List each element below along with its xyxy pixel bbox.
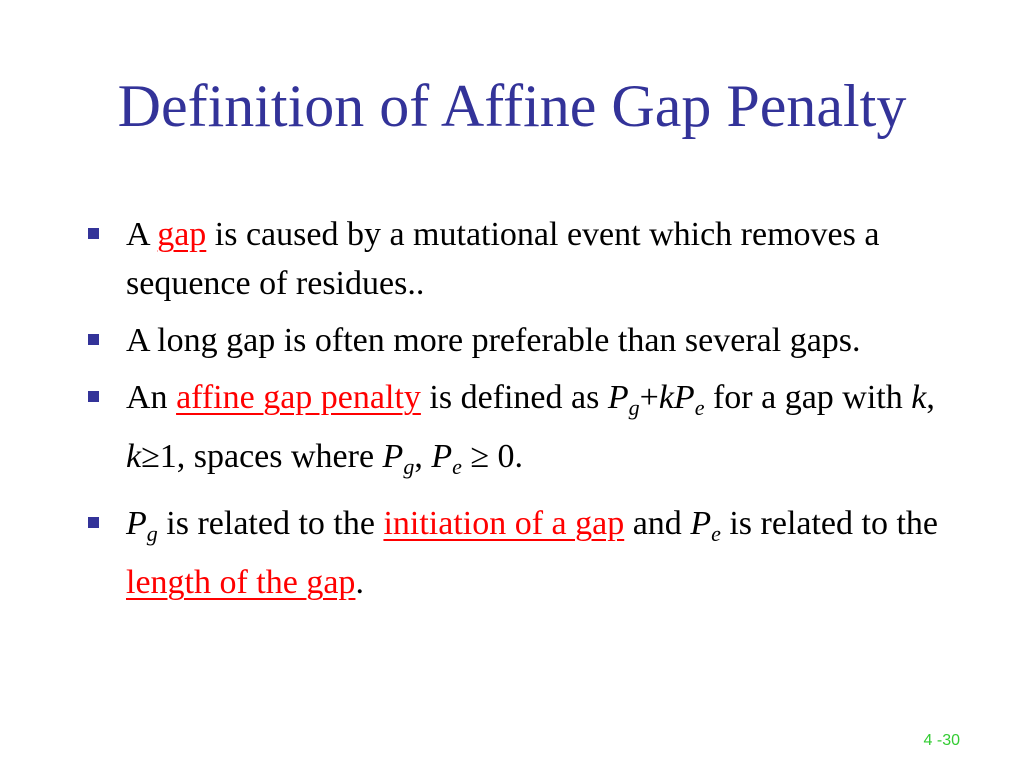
math-k: k [911, 379, 927, 416]
math-sub-e: e [694, 395, 705, 420]
square-bullet-icon [88, 391, 99, 402]
square-bullet-icon [88, 334, 99, 345]
math-p: P [431, 438, 453, 475]
text: . [355, 564, 364, 601]
text: ≥ 0. [461, 438, 524, 475]
text: is caused by a mutational event which removes a sequence of residues.. [126, 216, 880, 302]
highlight-gap: gap [157, 216, 207, 253]
text: A long gap is often more preferable than several gaps. [126, 322, 861, 359]
square-bullet-icon [88, 517, 99, 528]
bullet-item-pg-pe-meaning [88, 499, 988, 607]
bullet-item-gap-cause [88, 210, 988, 308]
text: , [926, 379, 935, 416]
text: for a gap with [704, 379, 912, 416]
math-p: P [126, 505, 147, 542]
highlight-affine-gap-penalty: affine gap penalty [176, 379, 421, 416]
math-sub-g: g [146, 521, 158, 546]
text: , [414, 438, 432, 475]
math-sub-e: e [711, 521, 721, 546]
bullet-item-affine-definition [88, 373, 988, 491]
text: is related to the [157, 505, 384, 542]
text: An [126, 379, 177, 416]
math-plus: + [639, 379, 659, 416]
page-number: 4 -30 [923, 732, 960, 749]
highlight-length-of-gap: length of the gap [126, 564, 356, 601]
text: A [126, 216, 158, 253]
bullet-list [88, 210, 988, 615]
text: is defined as [420, 379, 608, 416]
text: and [624, 505, 691, 542]
math-sub-g: g [403, 454, 415, 479]
math-p: P [607, 379, 629, 416]
math-k: k [658, 379, 674, 416]
slide-title: Definition of Affine Gap Penalty [117, 73, 907, 139]
math-sub-e: e [452, 454, 462, 479]
highlight-initiation-of-gap: initiation of a gap [383, 505, 625, 542]
math-sub-g: g [628, 395, 640, 420]
math-k: k [126, 438, 142, 475]
text: ≥1, spaces where [141, 438, 383, 475]
square-bullet-icon [88, 228, 99, 239]
bullet-item-long-gap [88, 316, 988, 365]
math-p: P [673, 379, 695, 416]
text: is related to the [720, 505, 939, 542]
math-p: P [690, 505, 712, 542]
math-p: P [382, 438, 404, 475]
